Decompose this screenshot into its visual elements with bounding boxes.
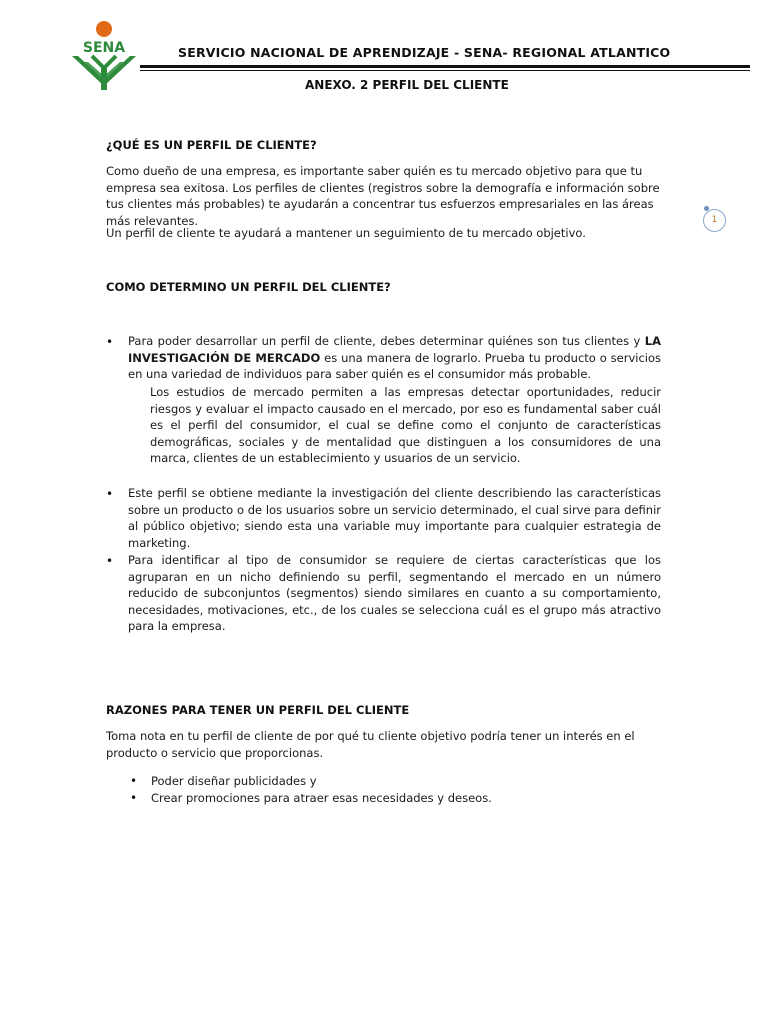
section3-heading: RAZONES PARA TENER UN PERFIL DEL CLIENTE: [106, 703, 410, 717]
section1-paragraph1: Como dueño de una empresa, es importante saber quién es tu mercado objetivo para que tu empresa sea exitosa. Los perfiles de clientes (registros sobre la demografía e información sobre tus clientes más probables) te ayudarán a concentrar tus esfuerzos empresariales en las áreas más relevantes.: [106, 164, 660, 228]
logo-text: SENA: [82, 40, 126, 56]
section2-bullet3: Para identificar al tipo de consumidor se requiere de ciertas características que los agruparan en un nicho definiendo su perfil, segmentando el mercado en un número reducido de subconjuntos (segmentos) siendo similares en cuanto a su comportamiento, necesidades, motivaciones, etc., de los cuales se selecciona cuál es el grupo más atractivo para la empresa.: [128, 553, 661, 633]
page-number-badge: 1: [703, 209, 726, 232]
list-bullet: •: [130, 791, 138, 805]
header-title: SERVICIO NACIONAL DE APRENDIZAJE - SENA- REGIONAL ATLANTICO: [178, 45, 671, 60]
bullet-marker: •: [106, 487, 114, 501]
header-rule-thin: [140, 70, 750, 71]
list-item: Poder diseñar publicidades y: [151, 774, 317, 788]
document-subtitle: ANEXO. 2 PERFIL DEL CLIENTE: [305, 78, 509, 92]
bullet-marker: •: [106, 554, 114, 568]
section2-bullet2: Este perfil se obtiene mediante la investigación del cliente describiendo las características sobre un producto o de los usuarios sobre un servicio determinado, el cual sirve para definir al público objetivo; siendo esta una variable muy importante para cualquier estrategia de marketing.: [128, 486, 661, 550]
sena-logo: [70, 20, 138, 92]
section2-bullet1: Para poder desarrollar un perfil de cliente, debes determinar quiénes son tus clientes y LA INVESTIGACIÓN DE MERCADO es una manera de lograrlo. Prueba tu producto o servicios en una variedad de individuos para saber quién es el consumidor más probable.: [128, 334, 661, 381]
section2-bullet1-detail: Los estudios de mercado permiten a las empresas detectar oportunidades, reducir riesgos y evaluar el impacto causado en el mercado, por eso es fundamental saber cuál es el perfil del consumidor, el cual se define como el conjunto de características demográficas, sociales y de mentalidad que distinguen a los consumidores de una marca, clientes de un establecimiento y usuarios de un servicio.: [150, 385, 661, 465]
list-bullet: •: [130, 774, 138, 788]
section1-heading: ¿QUÉ ES UN PERFIL DE CLIENTE?: [106, 138, 317, 152]
bullet-marker: •: [106, 335, 114, 349]
list-item: Crear promociones para atraer esas necesidades y deseos.: [151, 791, 492, 805]
section3-paragraph: Toma nota en tu perfil de cliente de por qué tu cliente objetivo podría tener un interés en el producto o servicio que proporcionas.: [106, 729, 635, 760]
logo-sun-icon: [96, 21, 112, 37]
section2-heading: COMO DETERMINO UN PERFIL DEL CLIENTE?: [106, 280, 391, 294]
header-rule-thick: [140, 65, 750, 68]
section1-paragraph2: Un perfil de cliente te ayudará a mantener un seguimiento de tu mercado objetivo.: [106, 226, 586, 240]
market-research-bold: LA INVESTIGACIÓN DE MERCADO: [128, 334, 661, 365]
